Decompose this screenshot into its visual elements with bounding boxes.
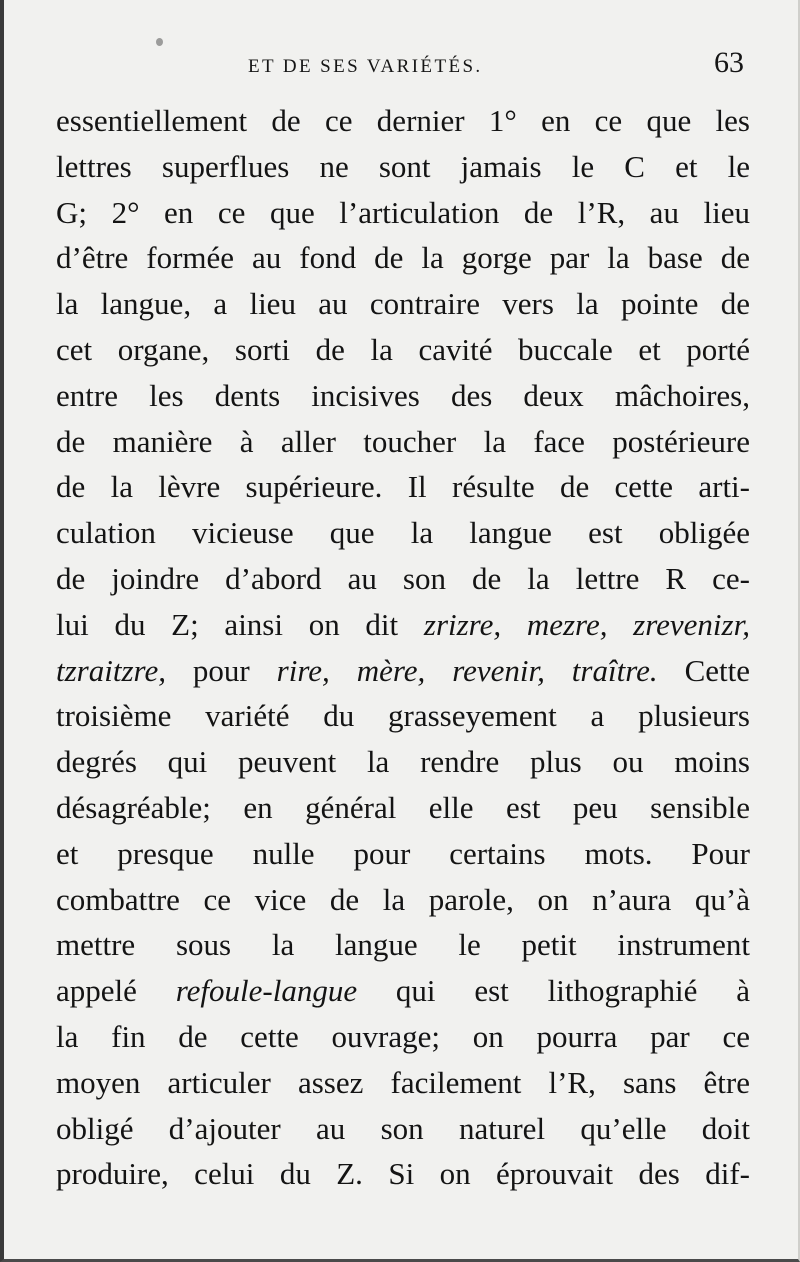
text-line: de joindre d’abord au son de la lettre R ce- [56, 560, 750, 596]
text-line: produire, celui du Z. Si on éprouvait des dif- [56, 1156, 750, 1192]
page-number: 63 [714, 46, 744, 79]
text-span: appelé [56, 973, 176, 1009]
text-line-with-italics [56, 648, 750, 694]
text-line-with-italics [56, 968, 750, 1014]
running-head [56, 46, 748, 90]
text-line: de manière à aller toucher la face postérieure [56, 423, 750, 459]
body-text [56, 98, 750, 1197]
text-line: essentiellement de ce dernier 1° en ce que les [56, 103, 750, 138]
text-line: la fin de cette ouvrage; on pourra par ce [56, 1018, 750, 1054]
italic-text: zrizre, mezre, zrevenizr, [423, 606, 750, 642]
text-line: culation vicieuse que la langue est obligée [56, 515, 750, 551]
italic-text: rire, mère, revenir, traître. [276, 652, 658, 688]
text-line: moyen articuler assez facilement l’R, sans être [56, 1064, 750, 1100]
text-line: désagréable; en général elle est peu sensible [56, 789, 750, 825]
text-line: obligé d’ajouter au son naturel qu’elle doit [56, 1110, 750, 1146]
text-span: qui est lithographié à [357, 973, 750, 1009]
text-line: cet organe, sorti de la cavité buccale et porté [56, 331, 750, 367]
text-span: pour [165, 652, 277, 688]
ink-spot [156, 38, 163, 46]
text-line: degrés qui peuvent la rendre plus ou moins [56, 744, 750, 780]
text-span: Cette [657, 652, 750, 688]
text-line: mettre sous la langue le petit instrument [56, 927, 750, 963]
text-line: de la lèvre supérieure. Il résulte de cette arti- [56, 469, 750, 505]
italic-text: tzraitzre, [56, 652, 166, 688]
text-line: troisième variété du grasseyement a plusieurs [56, 698, 750, 734]
text-line: combattre ce vice de la parole, on n’aura qu’à [56, 881, 750, 917]
text-line: lettres superflues ne sont jamais le C et le [56, 148, 750, 184]
italic-text: refoule-langue [175, 973, 358, 1009]
text-line-with-italics [56, 602, 750, 648]
text-line: et presque nulle pour certains mots. Pour [56, 835, 750, 871]
text-line: la langue, a lieu au contraire vers la pointe de [56, 286, 750, 322]
text-line: G; 2° en ce que l’articulation de l’R, au lieu [56, 194, 750, 230]
text-line: d’être formée au fond de la gorge par la base de [56, 240, 750, 276]
running-head-title: ET DE SES VARIÉTÉS. [248, 56, 483, 77]
text-line: entre les dents incisives des deux mâchoires, [56, 377, 750, 413]
text-span: lui du Z; ainsi on dit [56, 606, 424, 642]
